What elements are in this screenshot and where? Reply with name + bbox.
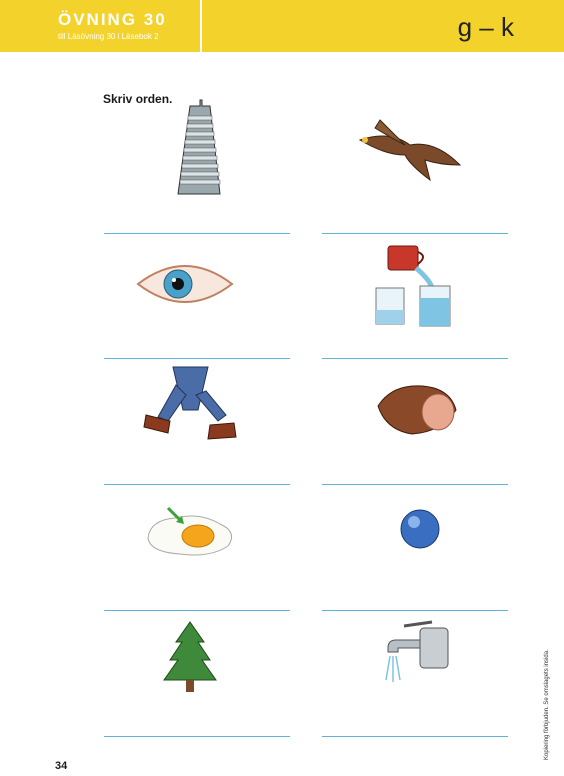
writing-line[interactable] bbox=[322, 233, 508, 234]
instruction-text: Skriv orden. bbox=[103, 92, 173, 106]
writing-line[interactable] bbox=[104, 736, 290, 737]
walking-legs-icon bbox=[138, 365, 328, 485]
page-number: 34 bbox=[55, 760, 68, 772]
exercise-label-box bbox=[0, 0, 202, 52]
bird-icon bbox=[350, 110, 540, 230]
exercise-subtitle: till Läsövning 30 i Läsebok 2 bbox=[58, 32, 159, 41]
spruce-tree-icon bbox=[160, 618, 350, 738]
faucet-icon bbox=[380, 620, 564, 740]
ball-icon bbox=[396, 505, 564, 625]
fried-egg-icon bbox=[140, 502, 330, 622]
eye-icon bbox=[130, 248, 320, 368]
page-header bbox=[0, 0, 564, 52]
writing-line[interactable] bbox=[322, 736, 508, 737]
writing-line[interactable] bbox=[104, 610, 290, 611]
writing-line[interactable] bbox=[104, 233, 290, 234]
exercise-title: ÖVNING 30 bbox=[58, 10, 167, 29]
skyscraper-icon bbox=[150, 98, 340, 218]
writing-line[interactable] bbox=[322, 610, 508, 611]
pouring-water-icon bbox=[370, 240, 560, 360]
writing-line[interactable] bbox=[322, 484, 508, 485]
ham-icon bbox=[372, 380, 562, 500]
topic-title: g – k bbox=[457, 12, 514, 42]
writing-line[interactable] bbox=[104, 358, 290, 359]
copyright-note: Kopiering förbjuden. Se omslagets insida. bbox=[544, 649, 550, 760]
writing-line[interactable] bbox=[104, 484, 290, 485]
writing-line[interactable] bbox=[322, 358, 508, 359]
